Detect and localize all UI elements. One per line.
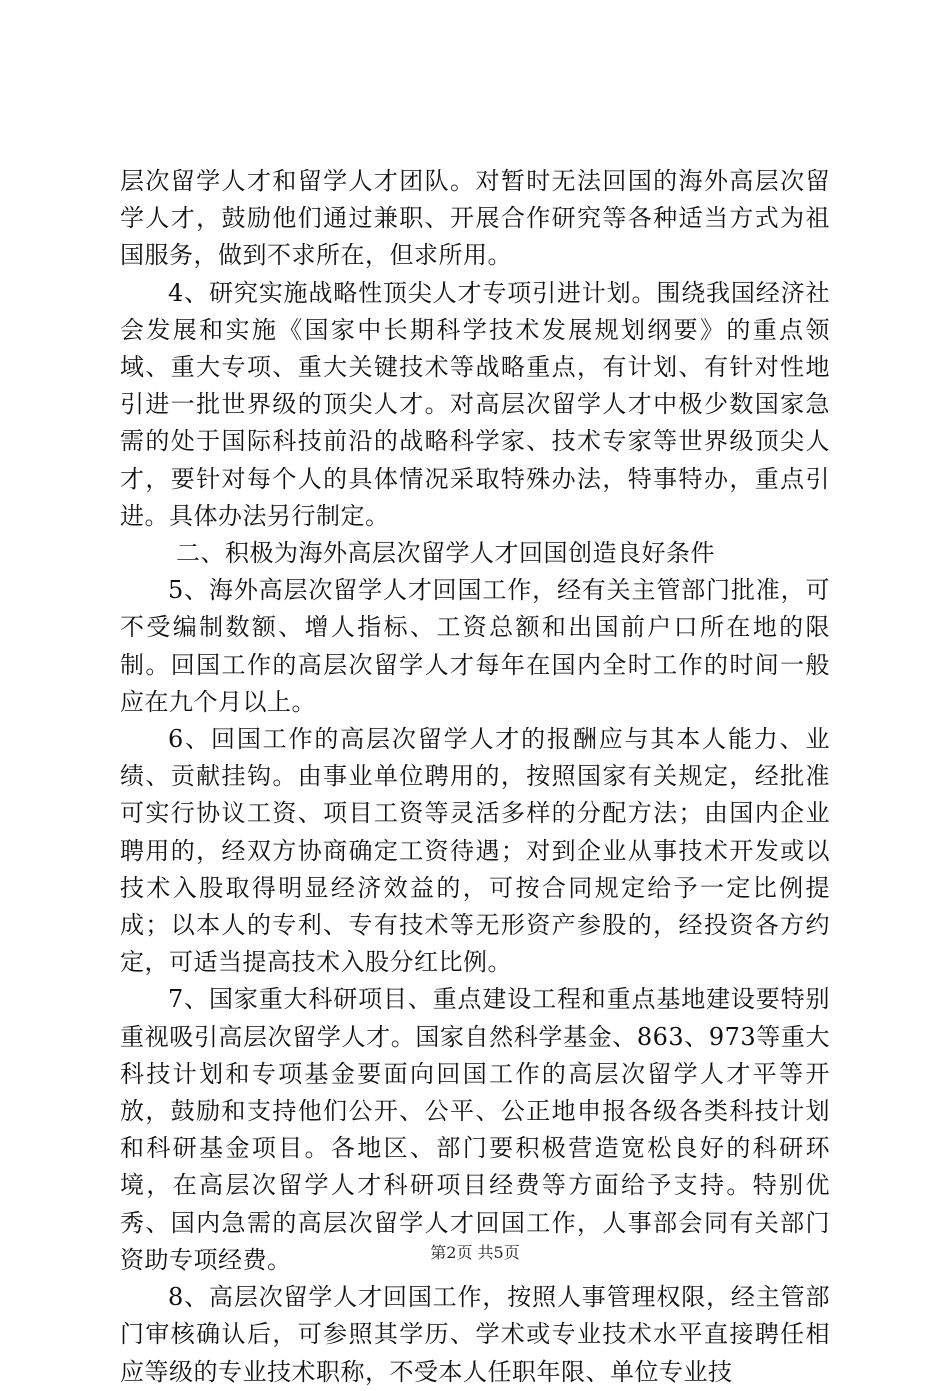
- document-body: [120, 163, 830, 1391]
- paragraph-item-7: 7、国家重大科研项目、重点建设工程和重点基地建设要特别重视吸引高层次留学人才。国家自然科学基金、863、973等重大科技计划和专项基金要面向回国工作的高层次留学人才平等开放，鼓励和支持他们公开、公平、公正地申报各级各类科技计划和科研基金项目。各地区、部门要积极营造宽松良好的科研环境，在高层次留学人才科研项目经费等方面给予支持。特别优秀、国内急需的高层次留学人才回国工作，人事部会同有关部门资助专项经费。: [120, 985, 830, 1274]
- paragraph-item-4: 4、研究实施战略性顶尖人才专项引进计划。围绕我国经济社会发展和实施《国家中长期科学技术发展规划纲要》的重点领域、重大专项、重大关键技术等战略重点，有计划、有针对性地引进一批世界级的顶尖人才。对高层次留学人才中极少数国家急需的处于国际科技前沿的战略科学家、技术专家等世界级顶尖人才，要针对每个人的具体情况采取特殊办法，特事特办，重点引进。具体办法另行制定。: [120, 278, 830, 530]
- paragraph-continuation: 层次留学人才和留学人才团队。对暂时无法回国的海外高层次留学人才，鼓励他们通过兼职、开展合作研究等各种适当方式为祖国服务，做到不求所在，但求所用。: [120, 167, 830, 270]
- page-number-footer: 第2页 共5页: [430, 1243, 520, 1262]
- paragraph-item-8: 8、高层次留学人才回国工作，按照人事管理权限，经主管部门审核确认后，可参照其学历、学术或专业技术水平直接聘任相应等级的专业技术职称，不受本人任职年限、单位专业技: [120, 1283, 830, 1386]
- paragraph-item-5: 5、海外高层次留学人才回国工作，经有关主管部门批准，可不受编制数额、增人指标、工资总额和出国前户口所在地的限制。回国工作的高层次留学人才每年在国内全时工作的时间一般应在九个月以上。: [120, 576, 830, 716]
- paragraph-item-6: 6、回国工作的高层次留学人才的报酬应与其本人能力、业绩、贡献挂钩。由事业单位聘用的，按照国家有关规定，经批准可实行协议工资、项目工资等灵活多样的分配方法；由国内企业聘用的，经双方协商确定工资待遇；对到企业从事技术开发或以技术入股取得明显经济效益的，可按合同规定给予一定比例提成；以本人的专利、专有技术等无形资产参股的，经投资各方约定，可适当提高技术入股分红比例。: [120, 725, 830, 977]
- section-heading-2: 二、积极为海外高层次留学人才回国创造良好条件: [176, 539, 715, 568]
